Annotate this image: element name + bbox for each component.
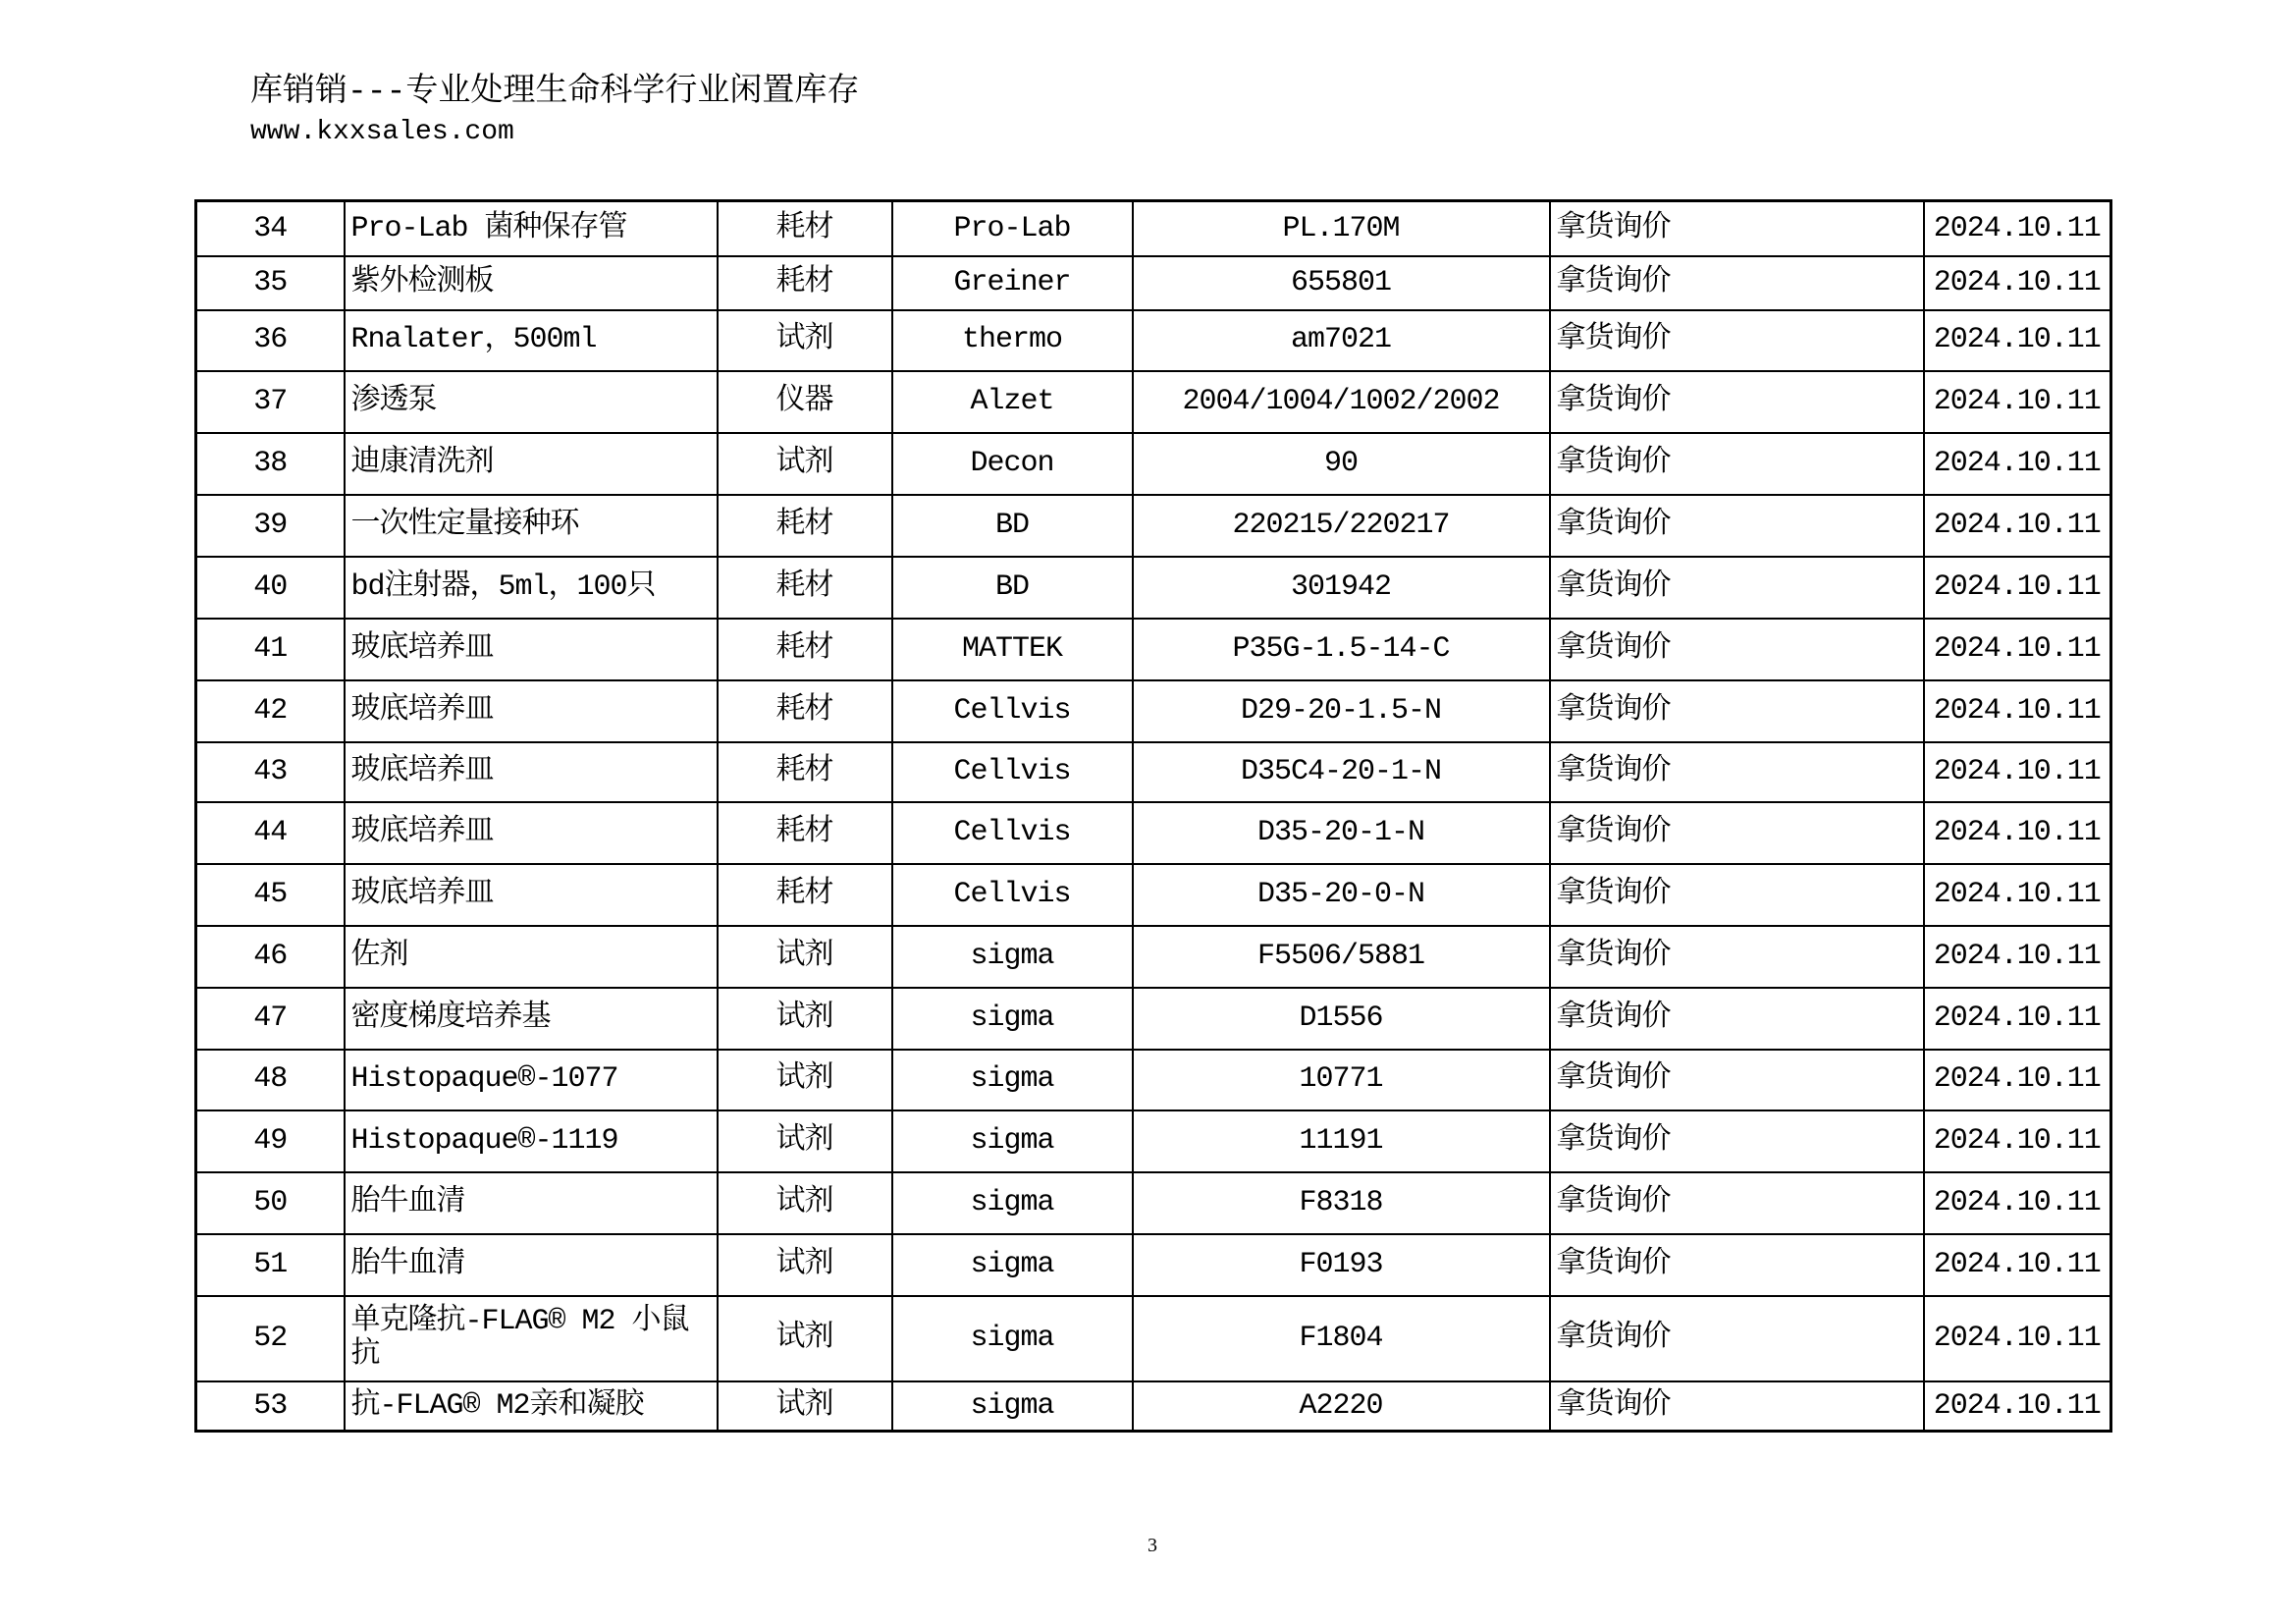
date-cell: 2024.10.11 xyxy=(1924,1381,2111,1432)
table-row xyxy=(196,1296,2111,1381)
model-cell: 10771 xyxy=(1133,1050,1550,1110)
brand-cell: BD xyxy=(892,495,1133,557)
product-name-cell: 单克隆抗-FLAG® M2 小鼠抗 xyxy=(345,1296,718,1381)
category-cell: 试剂 xyxy=(718,1050,892,1110)
model-cell: D35-20-1-N xyxy=(1133,802,1550,864)
date-cell: 2024.10.11 xyxy=(1924,1296,2111,1381)
table-row xyxy=(196,557,2111,619)
date-cell: 2024.10.11 xyxy=(1924,433,2111,495)
product-name-cell: 胎牛血清 xyxy=(345,1234,718,1296)
price-cell: 拿货询价 xyxy=(1550,1381,1924,1432)
category-cell: 耗材 xyxy=(718,619,892,680)
row-number-cell: 49 xyxy=(196,1110,345,1172)
table-row xyxy=(196,256,2111,310)
row-number-cell: 36 xyxy=(196,310,345,371)
product-name-cell: 玻底培养皿 xyxy=(345,742,718,802)
category-cell: 试剂 xyxy=(718,310,892,371)
price-cell: 拿货询价 xyxy=(1550,680,1924,742)
brand-cell: Cellvis xyxy=(892,802,1133,864)
brand-cell: Alzet xyxy=(892,371,1133,433)
inventory-table-body xyxy=(196,201,2111,1432)
price-cell: 拿货询价 xyxy=(1550,433,1924,495)
brand-cell: sigma xyxy=(892,1172,1133,1234)
date-cell: 2024.10.11 xyxy=(1924,310,2111,371)
model-cell: 11191 xyxy=(1133,1110,1550,1172)
row-number-cell: 47 xyxy=(196,988,345,1050)
product-name-cell: 渗透泵 xyxy=(345,371,718,433)
model-cell: F8318 xyxy=(1133,1172,1550,1234)
price-cell: 拿货询价 xyxy=(1550,557,1924,619)
inventory-table xyxy=(194,199,2112,1433)
row-number-cell: 45 xyxy=(196,864,345,926)
table-row xyxy=(196,201,2111,256)
price-cell: 拿货询价 xyxy=(1550,988,1924,1050)
table-row xyxy=(196,864,2111,926)
product-name-cell: 抗-FLAG® M2亲和凝胶 xyxy=(345,1381,718,1432)
category-cell: 试剂 xyxy=(718,926,892,988)
date-cell: 2024.10.11 xyxy=(1924,864,2111,926)
category-cell: 试剂 xyxy=(718,1296,892,1381)
row-number-cell: 50 xyxy=(196,1172,345,1234)
price-cell: 拿货询价 xyxy=(1550,926,1924,988)
row-number-cell: 34 xyxy=(196,201,345,256)
product-name-cell: 迪康清洗剂 xyxy=(345,433,718,495)
table-row xyxy=(196,495,2111,557)
brand-cell: sigma xyxy=(892,1234,1133,1296)
price-cell: 拿货询价 xyxy=(1550,1050,1924,1110)
product-name-cell: Histopaque®-1119 xyxy=(345,1110,718,1172)
date-cell: 2024.10.11 xyxy=(1924,495,2111,557)
price-cell: 拿货询价 xyxy=(1550,1296,1924,1381)
model-cell: D1556 xyxy=(1133,988,1550,1050)
page-number: 3 xyxy=(1148,1535,1157,1556)
date-cell: 2024.10.11 xyxy=(1924,802,2111,864)
category-cell: 耗材 xyxy=(718,495,892,557)
category-cell: 耗材 xyxy=(718,680,892,742)
table-row xyxy=(196,926,2111,988)
date-cell: 2024.10.11 xyxy=(1924,557,2111,619)
product-name-cell: 佐剂 xyxy=(345,926,718,988)
row-number-cell: 46 xyxy=(196,926,345,988)
product-name-cell: 密度梯度培养基 xyxy=(345,988,718,1050)
category-cell: 试剂 xyxy=(718,1172,892,1234)
table-row xyxy=(196,619,2111,680)
table-row xyxy=(196,742,2111,802)
brand-cell: Cellvis xyxy=(892,680,1133,742)
product-name-cell: 紫外检测板 xyxy=(345,256,718,310)
row-number-cell: 37 xyxy=(196,371,345,433)
date-cell: 2024.10.11 xyxy=(1924,1110,2111,1172)
brand-cell: BD xyxy=(892,557,1133,619)
date-cell: 2024.10.11 xyxy=(1924,256,2111,310)
row-number-cell: 35 xyxy=(196,256,345,310)
price-cell: 拿货询价 xyxy=(1550,619,1924,680)
category-cell: 耗材 xyxy=(718,742,892,802)
price-cell: 拿货询价 xyxy=(1550,1110,1924,1172)
table-row xyxy=(196,680,2111,742)
model-cell: D35-20-0-N xyxy=(1133,864,1550,926)
brand-cell: thermo xyxy=(892,310,1133,371)
table-row xyxy=(196,988,2111,1050)
table-row xyxy=(196,1234,2111,1296)
category-cell: 耗材 xyxy=(718,256,892,310)
page-header-title: 库销销---专业处理生命科学行业闲置库存 xyxy=(250,74,860,110)
model-cell: am7021 xyxy=(1133,310,1550,371)
model-cell: F5506/5881 xyxy=(1133,926,1550,988)
row-number-cell: 48 xyxy=(196,1050,345,1110)
brand-cell: Cellvis xyxy=(892,742,1133,802)
date-cell: 2024.10.11 xyxy=(1924,1172,2111,1234)
model-cell: 220215/220217 xyxy=(1133,495,1550,557)
model-cell: A2220 xyxy=(1133,1381,1550,1432)
category-cell: 耗材 xyxy=(718,557,892,619)
model-cell: 90 xyxy=(1133,433,1550,495)
product-name-cell: Pro-Lab 菌种保存管 xyxy=(345,201,718,256)
brand-cell: Pro-Lab xyxy=(892,201,1133,256)
brand-cell: sigma xyxy=(892,988,1133,1050)
category-cell: 仪器 xyxy=(718,371,892,433)
date-cell: 2024.10.11 xyxy=(1924,680,2111,742)
date-cell: 2024.10.11 xyxy=(1924,371,2111,433)
row-number-cell: 52 xyxy=(196,1296,345,1381)
row-number-cell: 41 xyxy=(196,619,345,680)
date-cell: 2024.10.11 xyxy=(1924,1234,2111,1296)
model-cell: PL.170M xyxy=(1133,201,1550,256)
price-cell: 拿货询价 xyxy=(1550,864,1924,926)
model-cell: D35C4-20-1-N xyxy=(1133,742,1550,802)
brand-cell: Greiner xyxy=(892,256,1133,310)
date-cell: 2024.10.11 xyxy=(1924,1050,2111,1110)
product-name-cell: 玻底培养皿 xyxy=(345,680,718,742)
product-name-cell: 胎牛血清 xyxy=(345,1172,718,1234)
date-cell: 2024.10.11 xyxy=(1924,201,2111,256)
product-name-cell: 一次性定量接种环 xyxy=(345,495,718,557)
table-row xyxy=(196,310,2111,371)
category-cell: 试剂 xyxy=(718,1234,892,1296)
row-number-cell: 43 xyxy=(196,742,345,802)
date-cell: 2024.10.11 xyxy=(1924,926,2111,988)
brand-cell: sigma xyxy=(892,1110,1133,1172)
model-cell: 301942 xyxy=(1133,557,1550,619)
row-number-cell: 51 xyxy=(196,1234,345,1296)
category-cell: 试剂 xyxy=(718,1110,892,1172)
price-cell: 拿货询价 xyxy=(1550,495,1924,557)
category-cell: 耗材 xyxy=(718,201,892,256)
row-number-cell: 38 xyxy=(196,433,345,495)
price-cell: 拿货询价 xyxy=(1550,256,1924,310)
category-cell: 试剂 xyxy=(718,433,892,495)
product-name-cell: 玻底培养皿 xyxy=(345,802,718,864)
product-name-cell: bd注射器，5ml，100只 xyxy=(345,557,718,619)
model-cell: D29-20-1.5-N xyxy=(1133,680,1550,742)
table-row xyxy=(196,1381,2111,1432)
model-cell: F1804 xyxy=(1133,1296,1550,1381)
date-cell: 2024.10.11 xyxy=(1924,988,2111,1050)
brand-cell: sigma xyxy=(892,1296,1133,1381)
brand-cell: Decon xyxy=(892,433,1133,495)
price-cell: 拿货询价 xyxy=(1550,201,1924,256)
table-row xyxy=(196,433,2111,495)
row-number-cell: 53 xyxy=(196,1381,345,1432)
row-number-cell: 40 xyxy=(196,557,345,619)
table-row xyxy=(196,1050,2111,1110)
price-cell: 拿货询价 xyxy=(1550,371,1924,433)
table-row xyxy=(196,802,2111,864)
brand-cell: sigma xyxy=(892,926,1133,988)
brand-cell: sigma xyxy=(892,1381,1133,1432)
category-cell: 耗材 xyxy=(718,864,892,926)
row-number-cell: 42 xyxy=(196,680,345,742)
brand-cell: MATTEK xyxy=(892,619,1133,680)
category-cell: 试剂 xyxy=(718,1381,892,1432)
table-row xyxy=(196,1110,2111,1172)
price-cell: 拿货询价 xyxy=(1550,1234,1924,1296)
row-number-cell: 44 xyxy=(196,802,345,864)
product-name-cell: Rnalater，500ml xyxy=(345,310,718,371)
category-cell: 试剂 xyxy=(718,988,892,1050)
model-cell: P35G-1.5-14-C xyxy=(1133,619,1550,680)
price-cell: 拿货询价 xyxy=(1550,310,1924,371)
date-cell: 2024.10.11 xyxy=(1924,619,2111,680)
date-cell: 2024.10.11 xyxy=(1924,742,2111,802)
brand-cell: Cellvis xyxy=(892,864,1133,926)
product-name-cell: 玻底培养皿 xyxy=(345,619,718,680)
model-cell: 2004/1004/1002/2002 xyxy=(1133,371,1550,433)
table-row xyxy=(196,371,2111,433)
model-cell: 655801 xyxy=(1133,256,1550,310)
category-cell: 耗材 xyxy=(718,802,892,864)
price-cell: 拿货询价 xyxy=(1550,802,1924,864)
price-cell: 拿货询价 xyxy=(1550,1172,1924,1234)
model-cell: F0193 xyxy=(1133,1234,1550,1296)
brand-cell: sigma xyxy=(892,1050,1133,1110)
product-name-cell: 玻底培养皿 xyxy=(345,864,718,926)
price-cell: 拿货询价 xyxy=(1550,742,1924,802)
product-name-cell: Histopaque®-1077 xyxy=(345,1050,718,1110)
row-number-cell: 39 xyxy=(196,495,345,557)
table-row xyxy=(196,1172,2111,1234)
page-header-website: www.kxxsales.com xyxy=(250,117,514,147)
